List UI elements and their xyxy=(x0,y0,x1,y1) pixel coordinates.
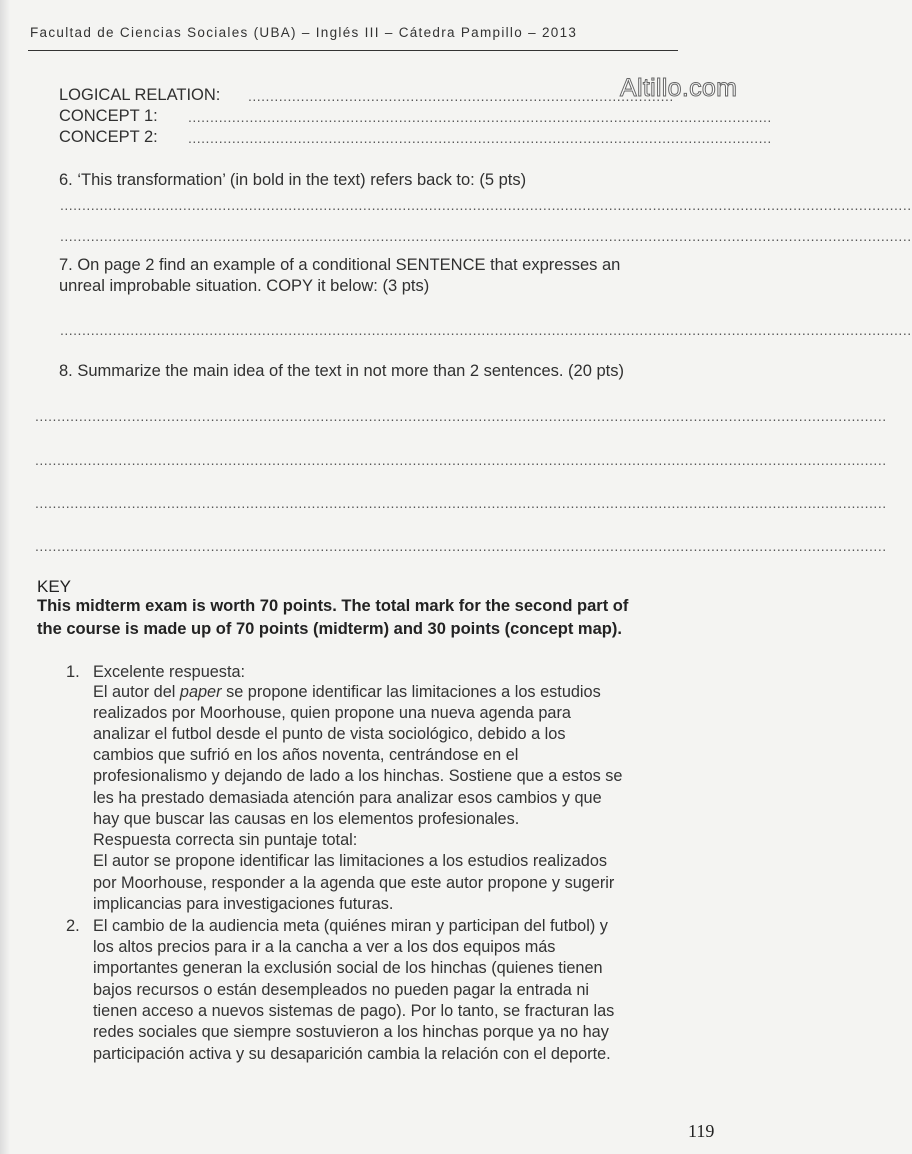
concept2-label: CONCEPT 2: xyxy=(59,128,158,146)
question-8-text: Summarize the main idea of the text in not more than 2 sentences. (20 pts) xyxy=(77,362,624,380)
question-6-blank-2: .................................................................................................................................................................................................. xyxy=(60,228,912,244)
question-8-blank-4: .................................................................................................................................................................................................. xyxy=(35,538,887,554)
question-7-line-1: 7. On page 2 find an example of a conditional SENTENCE that expresses an xyxy=(59,256,621,274)
answer-2-line-2: los altos precios para ir a la cancha a ver a los dos equipos más xyxy=(93,938,556,956)
answer-1-line-6: les ha prestado demasiada atención para analizar esos cambios y que xyxy=(93,789,602,807)
answer-2-line-4: bajos recursos o están desempleados no pueden pagar la entrada ni xyxy=(93,981,590,999)
answer-1-line-1-pre: El autor del xyxy=(93,683,180,701)
question-6-number: 6. xyxy=(59,171,73,189)
header-rule xyxy=(28,50,678,51)
question-8-blank-1: .................................................................................................................................................................................................. xyxy=(35,408,887,424)
answer-1-alt-line-3: implicancias para investigaciones futuras. xyxy=(93,895,394,913)
answer-1-heading-2: Respuesta correcta sin puntaje total: xyxy=(93,831,358,849)
concept2-blank: ..................................................................................................................................... xyxy=(188,130,772,146)
answer-1-alt-line-1: El autor se propone identificar las limitaciones a los estudios realizados xyxy=(93,852,608,870)
answer-1-number: 1. xyxy=(66,663,80,681)
question-6 xyxy=(59,171,526,190)
question-7-line-2: unreal improbable situation. COPY it below: (3 pts) xyxy=(59,277,430,295)
answer-1-italic-paper: paper xyxy=(179,683,222,701)
question-8-number: 8. xyxy=(59,362,73,380)
question-6-blank-1: .................................................................................................................................................................................................. xyxy=(60,197,912,213)
watermark-logo: Altillo.com xyxy=(620,74,738,102)
answer-2-line-6: redes sociales que siempre sostuvieron a los hinchas porque ya no hay xyxy=(93,1023,609,1041)
answer-1-line-1-post: se propone identificar las limitaciones a los estudios xyxy=(221,683,601,701)
answer-2-line-1: El cambio de la audiencia meta (quiénes miran y participan del futbol) y xyxy=(93,917,608,935)
key-intro-line-2: the course is made up of 70 points (midterm) and 30 points (concept map). xyxy=(37,620,622,638)
question-8-blank-3: .................................................................................................................................................................................................. xyxy=(35,495,887,511)
concept1-blank: ..................................................................................................................................... xyxy=(188,109,772,125)
answer-1-line-1 xyxy=(93,683,601,702)
key-intro-line-1: This midterm exam is worth 70 points. The total mark for the second part of xyxy=(37,597,629,615)
answer-1-line-7: hay que buscar las causas en los elementos profesionales. xyxy=(93,810,520,828)
question-8-blank-2: .................................................................................................................................................................................................. xyxy=(35,452,887,468)
answer-2-line-7: participación activa y su desaparición cambia la relación con el deporte. xyxy=(93,1045,611,1063)
question-8 xyxy=(59,362,624,381)
answer-1-line-5: profesionalismo y dejando de lado a los hinchas. Sostiene que a estos se xyxy=(93,767,623,785)
page-number: 119 xyxy=(688,1121,715,1141)
page-edge-shadow xyxy=(0,0,10,1154)
page-header: Facultad de Ciencias Sociales (UBA) – Inglés III – Cátedra Pampillo – 2013 xyxy=(30,25,578,40)
logical-relation-label: LOGICAL RELATION: xyxy=(59,86,221,104)
answer-2-line-3: importantes generan la exclusión social de los hinchas (quienes tienen xyxy=(93,959,603,977)
key-title: KEY xyxy=(37,577,72,596)
question-7-blank: .................................................................................................................................................................................................. xyxy=(60,322,912,338)
answer-2-number: 2. xyxy=(66,917,80,935)
answer-1-line-2: realizados por Moorhouse, quien propone una nueva agenda para xyxy=(93,704,571,722)
logical-relation-blank: ................................................................................................. xyxy=(248,88,674,104)
answer-2-line-5: tienen acceso a nuevos sistemas de pago). Por lo tanto, se fracturan las xyxy=(93,1002,615,1020)
question-6-text: ‘This transformation’ (in bold in the text) refers back to: (5 pts) xyxy=(77,171,527,189)
answer-1-line-3: analizar el futbol desde el punto de vista sociológico, debido a los xyxy=(93,725,566,743)
answer-1-alt-line-2: por Moorhouse, responder a la agenda que este autor propone y sugerir xyxy=(93,874,615,892)
answer-1-line-4: cambios que sufrió en los años noventa, centrándose en el xyxy=(93,746,519,764)
answer-1-heading: Excelente respuesta: xyxy=(93,663,246,681)
concept1-label: CONCEPT 1: xyxy=(59,107,158,125)
